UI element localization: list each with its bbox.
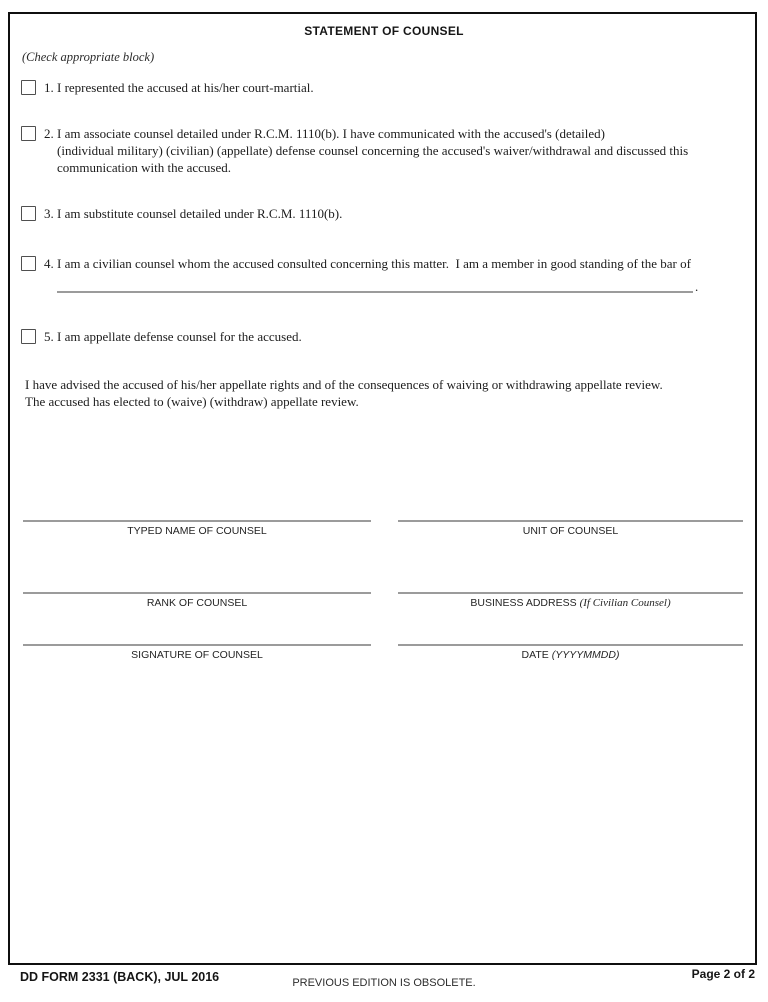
signature-of-counsel-field[interactable] <box>23 644 371 661</box>
checkbox-item-5[interactable] <box>21 329 36 344</box>
checklist-item-4 <box>21 255 745 315</box>
checklist-item-2 <box>21 125 745 176</box>
check-instruction: (Check appropriate block) <box>22 50 155 64</box>
rank-label: RANK OF COUNSEL <box>146 597 248 609</box>
date-label: DATE <box>521 649 549 661</box>
advisory-paragraph <box>25 376 745 410</box>
bar-membership-fill-row <box>57 279 698 293</box>
bar-membership-fill-line[interactable] <box>57 279 693 293</box>
date-field[interactable] <box>398 644 743 661</box>
fill-line-period: . <box>695 279 699 294</box>
signature-label: SIGNATURE OF COUNSEL <box>131 649 263 661</box>
business-address-note: (If Civilian Counsel) <box>579 597 671 609</box>
unit-label: UNIT OF COUNSEL <box>522 525 619 537</box>
checklist-item-5 <box>21 328 745 345</box>
advisory-line: The accused has elected to (waive) (withdraw) appellate review. <box>25 394 359 409</box>
unit-of-counsel-field[interactable] <box>398 520 743 537</box>
checklist-item-1 <box>21 79 745 96</box>
item-text-line: 5. I am appellate defense counsel for the accused. <box>44 329 302 344</box>
typed-name-of-counsel-field[interactable] <box>23 520 371 537</box>
advisory-line: I have advised the accused of his/her appellate rights and of the consequences of waiving or withdrawing appellate review. <box>25 377 663 392</box>
checklist-item-3 <box>21 205 745 222</box>
checkbox-item-2[interactable] <box>21 126 36 141</box>
page-indicator: Page 2 of 2 <box>691 967 755 981</box>
typed-name-label: TYPED NAME OF COUNSEL <box>127 525 267 537</box>
item-text-line: 4. I am a civilian counsel whom the accused consulted concerning this matter. I am a member in good standing of the bar of <box>44 256 691 271</box>
checkbox-item-1[interactable] <box>21 80 36 95</box>
item-text-line: 1. I represented the accused at his/her court-martial. <box>44 80 314 95</box>
item-text-line: 2. I am associate counsel detailed under R.C.M. 1110(b). I have communicated with the accused's (detailed) <box>44 126 605 141</box>
business-address-label: BUSINESS ADDRESS <box>470 597 577 609</box>
edition-note: PREVIOUS EDITION IS OBSOLETE. <box>292 977 476 989</box>
item-text-line: (individual military) (civilian) (appellate) defense counsel concerning the accused's waiver/withdrawal and discussed this <box>57 143 689 158</box>
date-format-note: (YYYYMMDD) <box>551 649 620 661</box>
item-text-line: communication with the accused. <box>57 160 232 175</box>
item-1-text <box>44 79 745 96</box>
item-text-line: 3. I am substitute counsel detailed under R.C.M. 1110(b). <box>44 206 343 221</box>
rank-of-counsel-field[interactable] <box>23 592 371 609</box>
item-5-text <box>44 328 745 345</box>
form-title: STATEMENT OF COUNSEL <box>304 24 464 38</box>
item-4-text <box>44 255 745 272</box>
checkbox-item-3[interactable] <box>21 206 36 221</box>
checkbox-item-4[interactable] <box>21 256 36 271</box>
form-id: DD FORM 2331 (BACK), JUL 2016 <box>20 970 220 984</box>
item-2-text <box>44 125 745 176</box>
item-3-text <box>44 205 745 222</box>
business-address-field[interactable] <box>398 592 743 609</box>
